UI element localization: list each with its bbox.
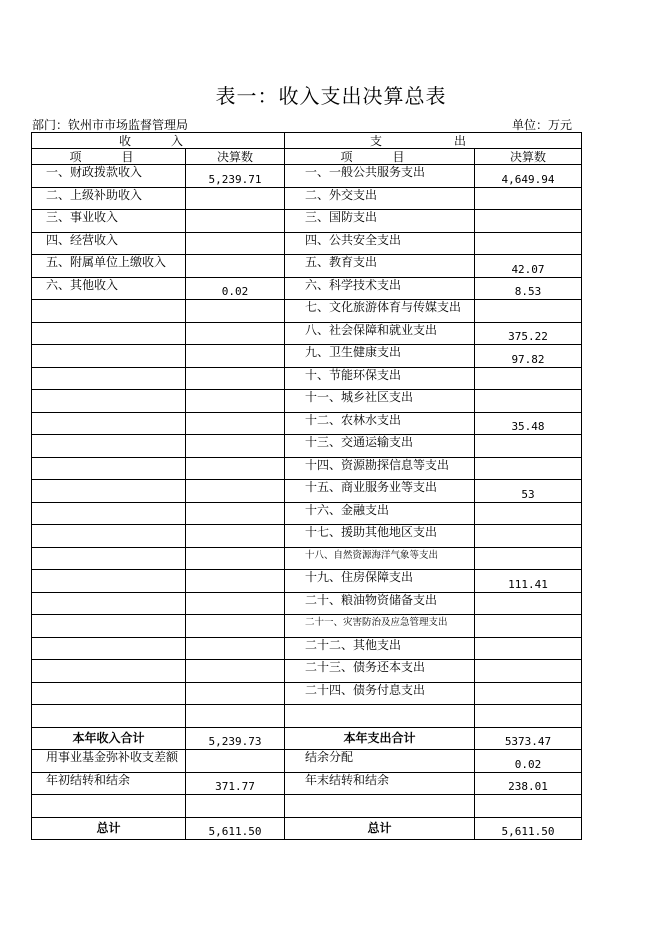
expense-amount-cell	[475, 300, 582, 323]
expense-amount-cell: 111.41	[475, 570, 582, 593]
table-row	[32, 772, 582, 795]
table-row	[32, 412, 582, 435]
expense-amount-cell	[475, 367, 582, 390]
income-item-cell	[32, 435, 186, 458]
expense-amount-cell	[475, 660, 582, 683]
income-item-cell: 五、附属单位上缴收入	[32, 255, 186, 278]
income-amount-cell	[186, 300, 285, 323]
income-amount-cell	[186, 570, 285, 593]
income-amount-header: 决算数	[186, 149, 285, 165]
expense-item-cell: 结余分配	[285, 750, 475, 773]
table-row	[32, 795, 582, 818]
expense-item-cell: 十七、援助其他地区支出	[285, 525, 475, 548]
expense-item-header: 项 目	[285, 149, 475, 165]
table-row	[32, 232, 582, 255]
expense-amount-cell	[475, 187, 582, 210]
expense-amount-cell	[475, 502, 582, 525]
expense-item-cell: 十四、资源勘探信息等支出	[285, 457, 475, 480]
income-item-cell	[32, 547, 186, 570]
income-amount-cell	[186, 255, 285, 278]
table-row	[32, 727, 582, 750]
expense-amount-cell	[475, 232, 582, 255]
income-amount-cell	[186, 705, 285, 728]
table-row	[32, 255, 582, 278]
expense-item-cell: 十五、商业服务业等支出	[285, 480, 475, 503]
income-item-cell	[32, 412, 186, 435]
expense-amount-cell	[475, 592, 582, 615]
income-amount-cell	[186, 592, 285, 615]
income-item-cell	[32, 682, 186, 705]
expense-item-cell: 九、卫生健康支出	[285, 345, 475, 368]
expense-item-cell: 年末结转和结余	[285, 772, 475, 795]
income-item-cell	[32, 367, 186, 390]
expense-amount-cell: 5373.47	[475, 727, 582, 750]
column-header-row	[32, 149, 582, 165]
income-amount-cell	[186, 660, 285, 683]
income-amount-cell	[186, 525, 285, 548]
expense-item-cell: 六、科学技术支出	[285, 277, 475, 300]
income-amount-cell	[186, 232, 285, 255]
income-item-cell: 四、经营收入	[32, 232, 186, 255]
expense-amount-cell	[475, 682, 582, 705]
income-amount-cell	[186, 795, 285, 818]
income-amount-cell	[186, 615, 285, 638]
income-item-cell: 六、其他收入	[32, 277, 186, 300]
table-row	[32, 390, 582, 413]
income-item-cell	[32, 705, 186, 728]
income-item-header: 项 目	[32, 149, 186, 165]
income-amount-cell	[186, 435, 285, 458]
expense-item-cell: 三、国防支出	[285, 210, 475, 233]
table-row	[32, 570, 582, 593]
expense-amount-cell: 4,649.94	[475, 165, 582, 188]
income-amount-cell	[186, 682, 285, 705]
table-row	[32, 322, 582, 345]
expense-amount-cell	[475, 705, 582, 728]
income-item-cell	[32, 480, 186, 503]
report-title: 表一：收入支出决算总表	[215, 84, 447, 108]
income-item-cell: 总计	[32, 817, 186, 840]
expense-item-cell: 二十、粮油物资储备支出	[285, 592, 475, 615]
expense-amount-cell	[475, 795, 582, 818]
income-amount-cell: 5,239.71	[186, 165, 285, 188]
table-row	[32, 480, 582, 503]
expense-item-cell: 二十一、灾害防治及应急管理支出	[285, 615, 475, 638]
income-amount-cell	[186, 502, 285, 525]
income-item-cell	[32, 390, 186, 413]
expense-item-cell: 五、教育支出	[285, 255, 475, 278]
expense-item-cell: 二十四、债务付息支出	[285, 682, 475, 705]
income-item-cell	[32, 457, 186, 480]
expense-section-header: 支 出	[285, 133, 582, 149]
table-row	[32, 525, 582, 548]
income-amount-cell	[186, 210, 285, 233]
income-amount-cell	[186, 457, 285, 480]
expense-item-cell: 二十二、其他支出	[285, 637, 475, 660]
table-row	[32, 210, 582, 233]
income-item-cell	[32, 525, 186, 548]
table-row	[32, 660, 582, 683]
expense-item-cell: 十九、住房保障支出	[285, 570, 475, 593]
table-row	[32, 592, 582, 615]
expense-amount-cell: 8.53	[475, 277, 582, 300]
table-row	[32, 817, 582, 840]
income-amount-cell	[186, 322, 285, 345]
table-row	[32, 300, 582, 323]
expense-item-cell: 十八、自然资源海洋气象等支出	[285, 547, 475, 570]
expense-item-cell: 一、一般公共服务支出	[285, 165, 475, 188]
income-item-cell	[32, 637, 186, 660]
table-row	[32, 637, 582, 660]
income-amount-cell	[186, 750, 285, 773]
table-row	[32, 457, 582, 480]
expense-item-cell: 七、文化旅游体育与传媒支出	[285, 300, 475, 323]
income-expense-table	[31, 132, 582, 840]
expense-amount-cell: 238.01	[475, 772, 582, 795]
income-section-header: 收 入	[32, 133, 285, 149]
income-item-cell	[32, 615, 186, 638]
unit-label: 单位：万元	[512, 118, 573, 132]
income-item-cell	[32, 660, 186, 683]
expense-amount-cell	[475, 435, 582, 458]
income-amount-cell	[186, 367, 285, 390]
income-amount-cell: 0.02	[186, 277, 285, 300]
expense-item-cell: 十二、农林水支出	[285, 412, 475, 435]
income-item-cell: 用事业基金弥补收支差额	[32, 750, 186, 773]
income-item-cell	[32, 300, 186, 323]
expense-amount-cell	[475, 210, 582, 233]
expense-item-cell: 四、公共安全支出	[285, 232, 475, 255]
income-item-cell: 年初结转和结余	[32, 772, 186, 795]
income-item-cell	[32, 322, 186, 345]
income-amount-cell: 371.77	[186, 772, 285, 795]
table-row	[32, 547, 582, 570]
income-item-cell: 一、财政拨款收入	[32, 165, 186, 188]
table-row	[32, 367, 582, 390]
expense-amount-cell: 375.22	[475, 322, 582, 345]
table-row	[32, 277, 582, 300]
table-row	[32, 750, 582, 773]
expense-item-cell: 八、社会保障和就业支出	[285, 322, 475, 345]
expense-item-cell: 二十三、债务还本支出	[285, 660, 475, 683]
income-item-cell: 三、事业收入	[32, 210, 186, 233]
income-amount-cell	[186, 480, 285, 503]
income-item-cell	[32, 345, 186, 368]
expense-amount-cell	[475, 637, 582, 660]
expense-item-cell: 本年支出合计	[285, 727, 475, 750]
income-item-cell	[32, 795, 186, 818]
expense-amount-cell	[475, 457, 582, 480]
expense-amount-cell	[475, 390, 582, 413]
table-row	[32, 615, 582, 638]
expense-item-cell: 二、外交支出	[285, 187, 475, 210]
table-row	[32, 502, 582, 525]
expense-amount-cell: 0.02	[475, 750, 582, 773]
expense-item-cell: 十三、交通运输支出	[285, 435, 475, 458]
expense-amount-header: 决算数	[475, 149, 582, 165]
department-label: 部门：钦州市市场监督管理局	[32, 118, 189, 132]
income-amount-cell: 5,239.73	[186, 727, 285, 750]
expense-amount-cell: 53	[475, 480, 582, 503]
income-item-cell	[32, 592, 186, 615]
expense-item-cell: 十一、城乡社区支出	[285, 390, 475, 413]
expense-amount-cell: 35.48	[475, 412, 582, 435]
income-amount-cell	[186, 187, 285, 210]
table-row	[32, 682, 582, 705]
income-amount-cell	[186, 412, 285, 435]
expense-item-cell: 十、节能环保支出	[285, 367, 475, 390]
expense-amount-cell: 97.82	[475, 345, 582, 368]
income-amount-cell	[186, 390, 285, 413]
table-row	[32, 435, 582, 458]
table-row	[32, 187, 582, 210]
expense-item-cell: 十六、金融支出	[285, 502, 475, 525]
expense-amount-cell	[475, 547, 582, 570]
expense-item-cell	[285, 795, 475, 818]
expense-amount-cell	[475, 615, 582, 638]
expense-amount-cell	[475, 525, 582, 548]
expense-item-cell: 总计	[285, 817, 475, 840]
expense-amount-cell: 5,611.50	[475, 817, 582, 840]
section-header-row	[32, 133, 582, 149]
expense-amount-cell: 42.07	[475, 255, 582, 278]
income-amount-cell	[186, 547, 285, 570]
table-row	[32, 345, 582, 368]
income-item-cell: 本年收入合计	[32, 727, 186, 750]
expense-item-cell	[285, 705, 475, 728]
table-row	[32, 705, 582, 728]
income-item-cell	[32, 502, 186, 525]
income-amount-cell	[186, 345, 285, 368]
income-item-cell: 二、上级补助收入	[32, 187, 186, 210]
income-item-cell	[32, 570, 186, 593]
income-amount-cell	[186, 637, 285, 660]
table-row	[32, 165, 582, 188]
income-amount-cell: 5,611.50	[186, 817, 285, 840]
